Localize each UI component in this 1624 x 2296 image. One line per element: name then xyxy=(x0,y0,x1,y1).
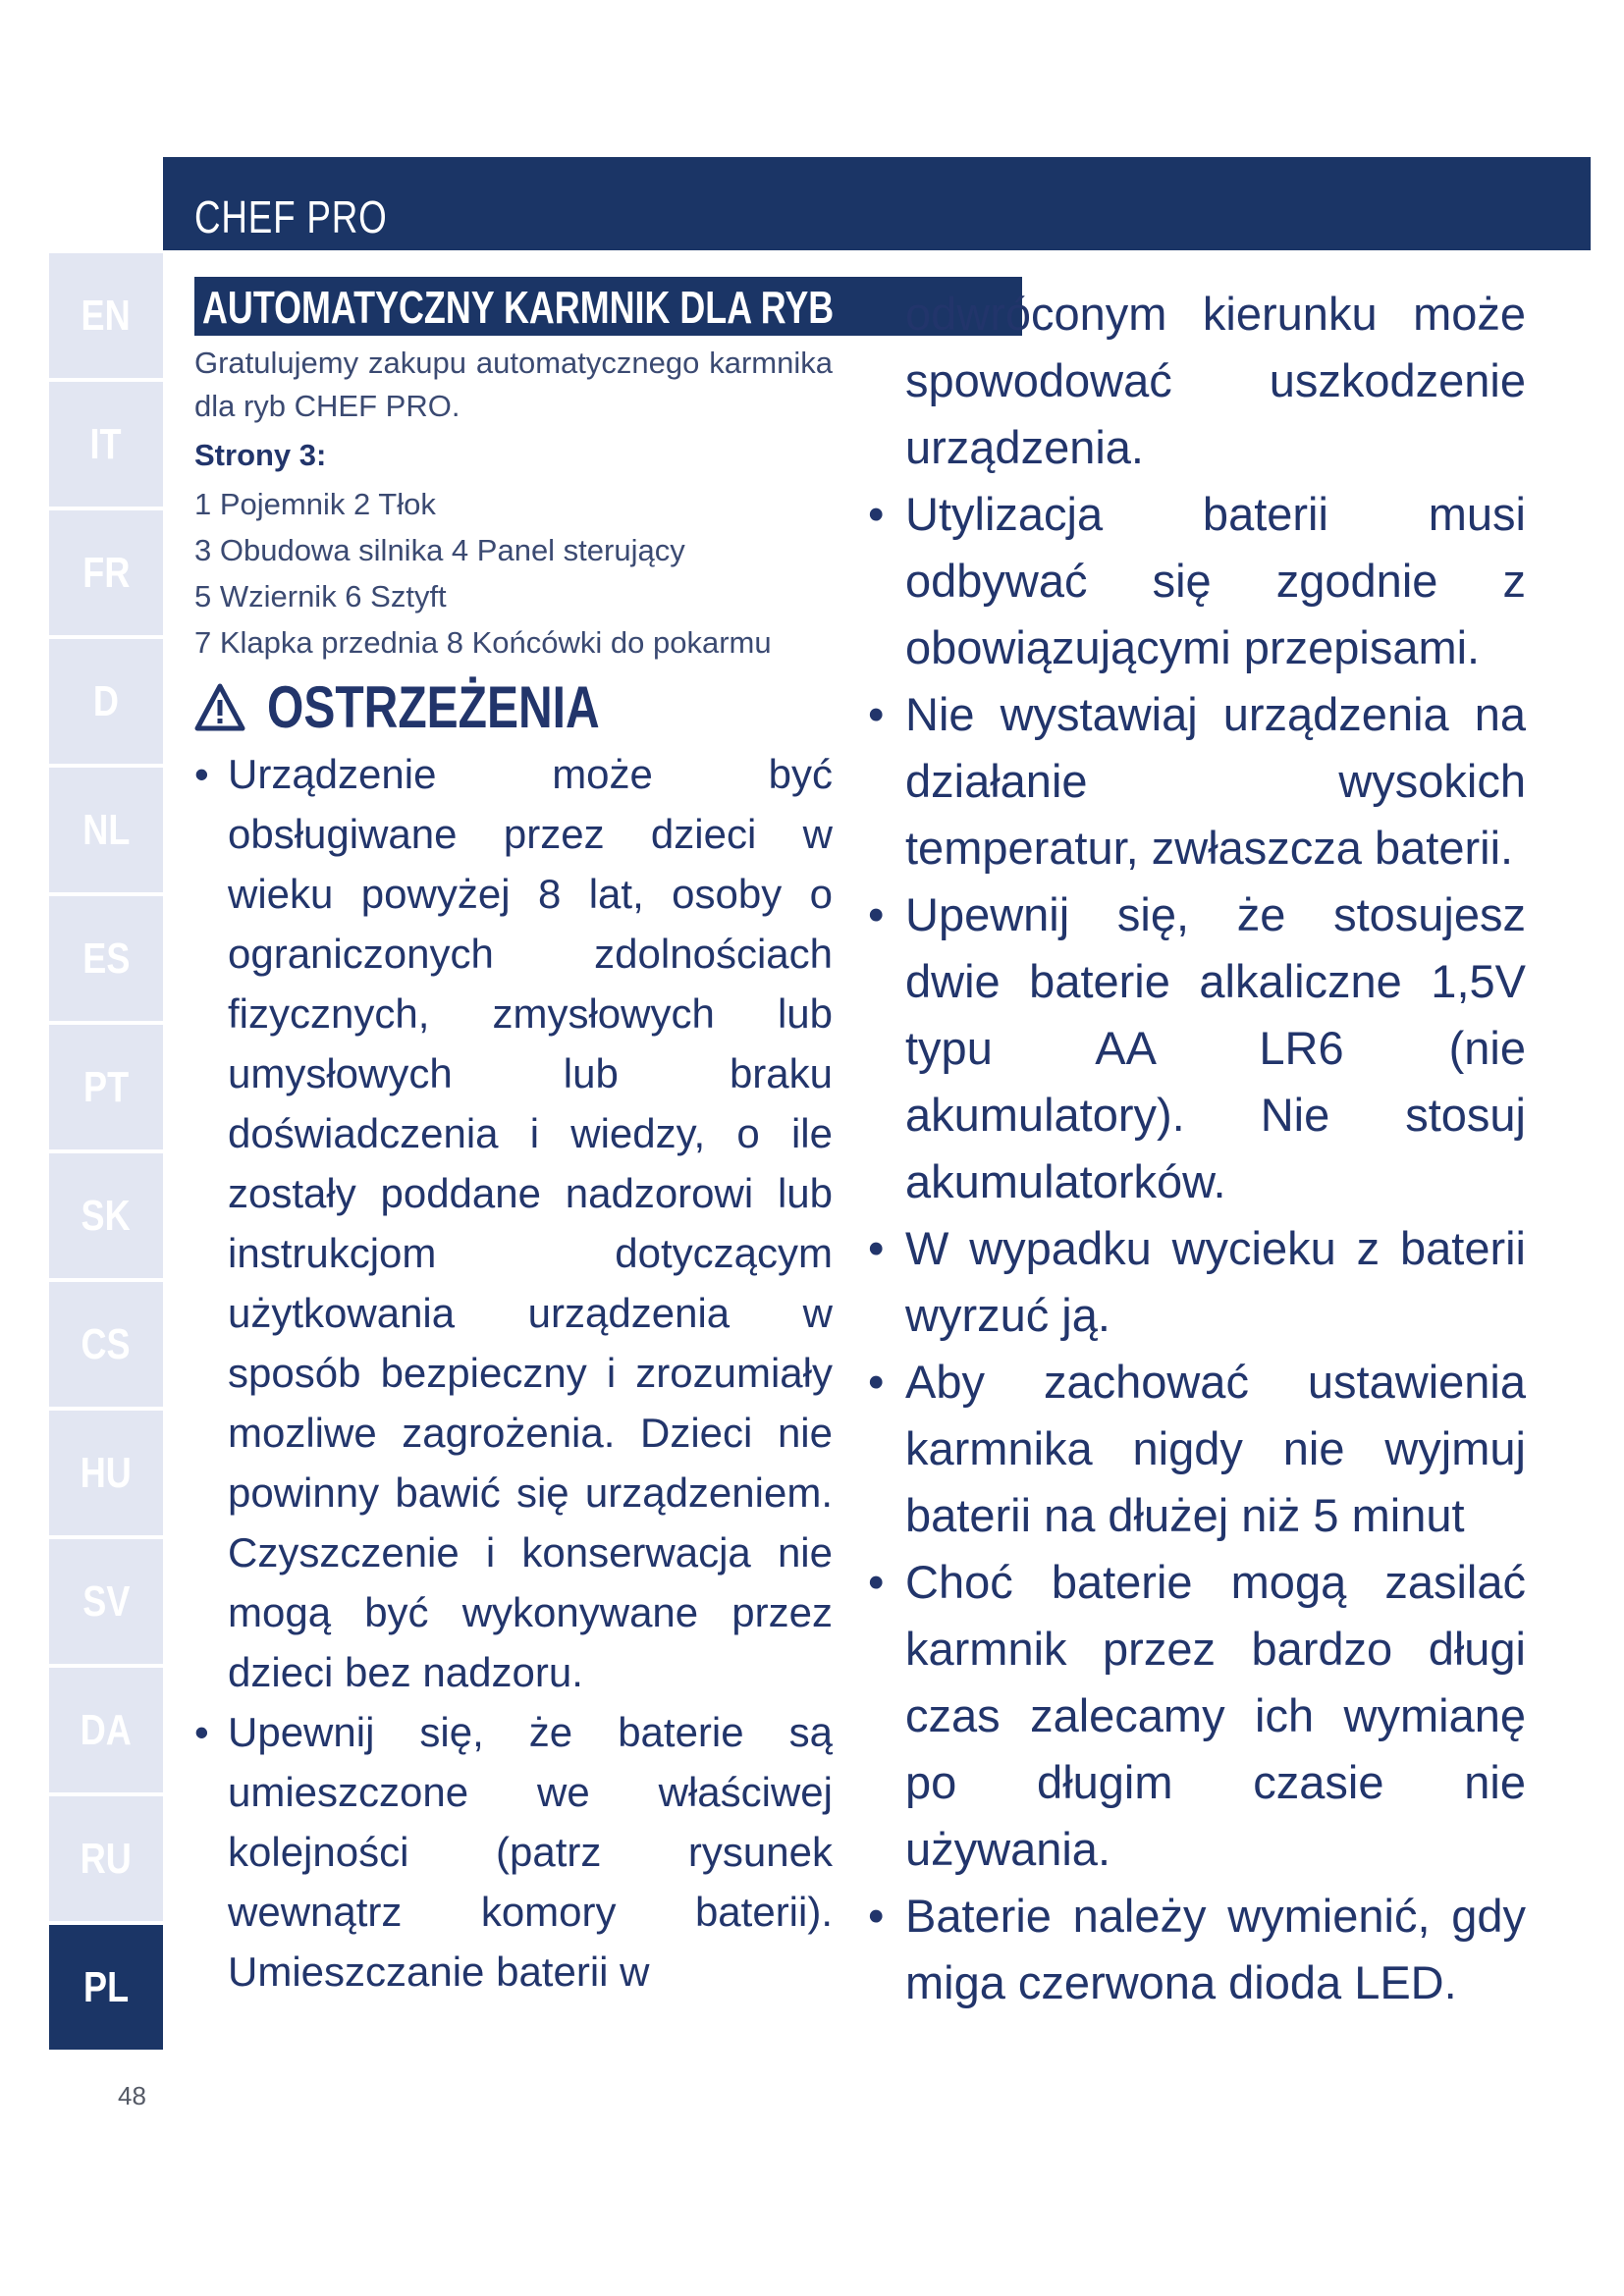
warnings-list-left xyxy=(194,744,833,2002)
parts-line: 1 Pojemnik 2 Tłok xyxy=(194,487,436,521)
list-item: • W wypadku wycieku z baterii wyrzuć ją. xyxy=(868,1215,1526,1349)
lang-tab-nl[interactable]: NL xyxy=(49,768,163,892)
list-item: • Choć baterie mogą zasilać karmnik przez bardzo długi czas zalecamy ich wymianę po długim czasie nie używania. xyxy=(868,1549,1526,1883)
list-item: • Nie wystawiaj urządzenia na działanie wysokich temperatur, zwłaszcza baterii. xyxy=(868,681,1526,881)
lang-tab-sk[interactable]: SK xyxy=(49,1153,163,1278)
language-tabs xyxy=(49,253,163,2054)
warning-triangle-icon xyxy=(194,682,245,733)
lang-tab-es[interactable]: ES xyxy=(49,896,163,1021)
lang-tab-en[interactable]: EN xyxy=(49,253,163,378)
list-item: • Urządzenie może być obsługiwane przez dzieci w wieku powyżej 8 lat, osoby o ograniczonych zdolnościach fizycznych, zmysłowych lub umysłowych lub braku doświadczenia i wiedzy, o ile zostały poddane nadzorowi lub instrukcjom dotyczącym użytkowania urządzenia w sposób bezpieczny i zrozumiały mozliwe zagrożenia. Dzieci nie powinny bawić się urządzeniem. Czyszczenie i konserwacja nie mogą być wykonywane przez dzieci bez nadzoru. xyxy=(194,744,833,1702)
parts-heading: Strony 3: xyxy=(194,438,327,472)
lang-tab-pl[interactable]: PL xyxy=(49,1925,163,2050)
left-column xyxy=(194,277,833,2002)
right-column xyxy=(868,277,1526,2016)
lang-tab-d[interactable]: D xyxy=(49,639,163,764)
list-item: • Utylizacja baterii musi odbywać się zgodnie z obowiązującymi przepisami. xyxy=(868,481,1526,681)
lang-tab-pt[interactable]: PT xyxy=(49,1025,163,1149)
lang-tab-cs[interactable]: CS xyxy=(49,1282,163,1407)
warnings-list-right xyxy=(868,481,1526,2016)
parts-line: 3 Obudowa silnika 4 Panel sterujący xyxy=(194,533,685,567)
lang-tab-sv[interactable]: SV xyxy=(49,1539,163,1664)
header-bar xyxy=(163,157,1591,250)
parts-list xyxy=(194,481,833,666)
lang-tab-da[interactable]: DA xyxy=(49,1668,163,1792)
brand-title: CHEF PRO xyxy=(194,191,388,242)
lang-tab-it[interactable]: IT xyxy=(49,382,163,507)
section-title: AUTOMATYCZNY KARMNIK DLA RYB xyxy=(194,277,1022,336)
parts-line: 5 Wziernik 6 Sztyft xyxy=(194,579,447,614)
list-item: • Upewnij się, że stosujesz dwie baterie alkaliczne 1,5V typu AA LR6 (nie akumulatory). Nie stosuj akumulatorków. xyxy=(868,881,1526,1215)
lang-tab-fr[interactable]: FR xyxy=(49,510,163,635)
page-number: 48 xyxy=(118,2081,146,2110)
list-item: • Aby zachować ustawienia karmnika nigdy nie wyjmuj baterii na dłużej niż 5 minut xyxy=(868,1349,1526,1549)
continuation-text: odwróconym kierunku może spowodować uszkodzenie urządzenia. xyxy=(905,288,1526,473)
lang-tab-hu[interactable]: HU xyxy=(49,1411,163,1535)
intro-text: Gratulujemy zakupu automatycznego karmnika dla ryb CHEF PRO. xyxy=(194,346,833,423)
parts-line: 7 Klapka przednia 8 Końcówki do pokarmu xyxy=(194,625,772,660)
warnings-heading: OSTRZEŻENIA xyxy=(194,671,833,744)
lang-tab-ru[interactable]: RU xyxy=(49,1796,163,1921)
list-item: • Baterie należy wymienić, gdy miga czerwona dioda LED. xyxy=(868,1883,1526,2016)
list-item: • Upewnij się, że baterie są umieszczone we właściwej kolejności (patrz rysunek wewnątrz komory baterii). Umieszczanie baterii w xyxy=(194,1702,833,2002)
